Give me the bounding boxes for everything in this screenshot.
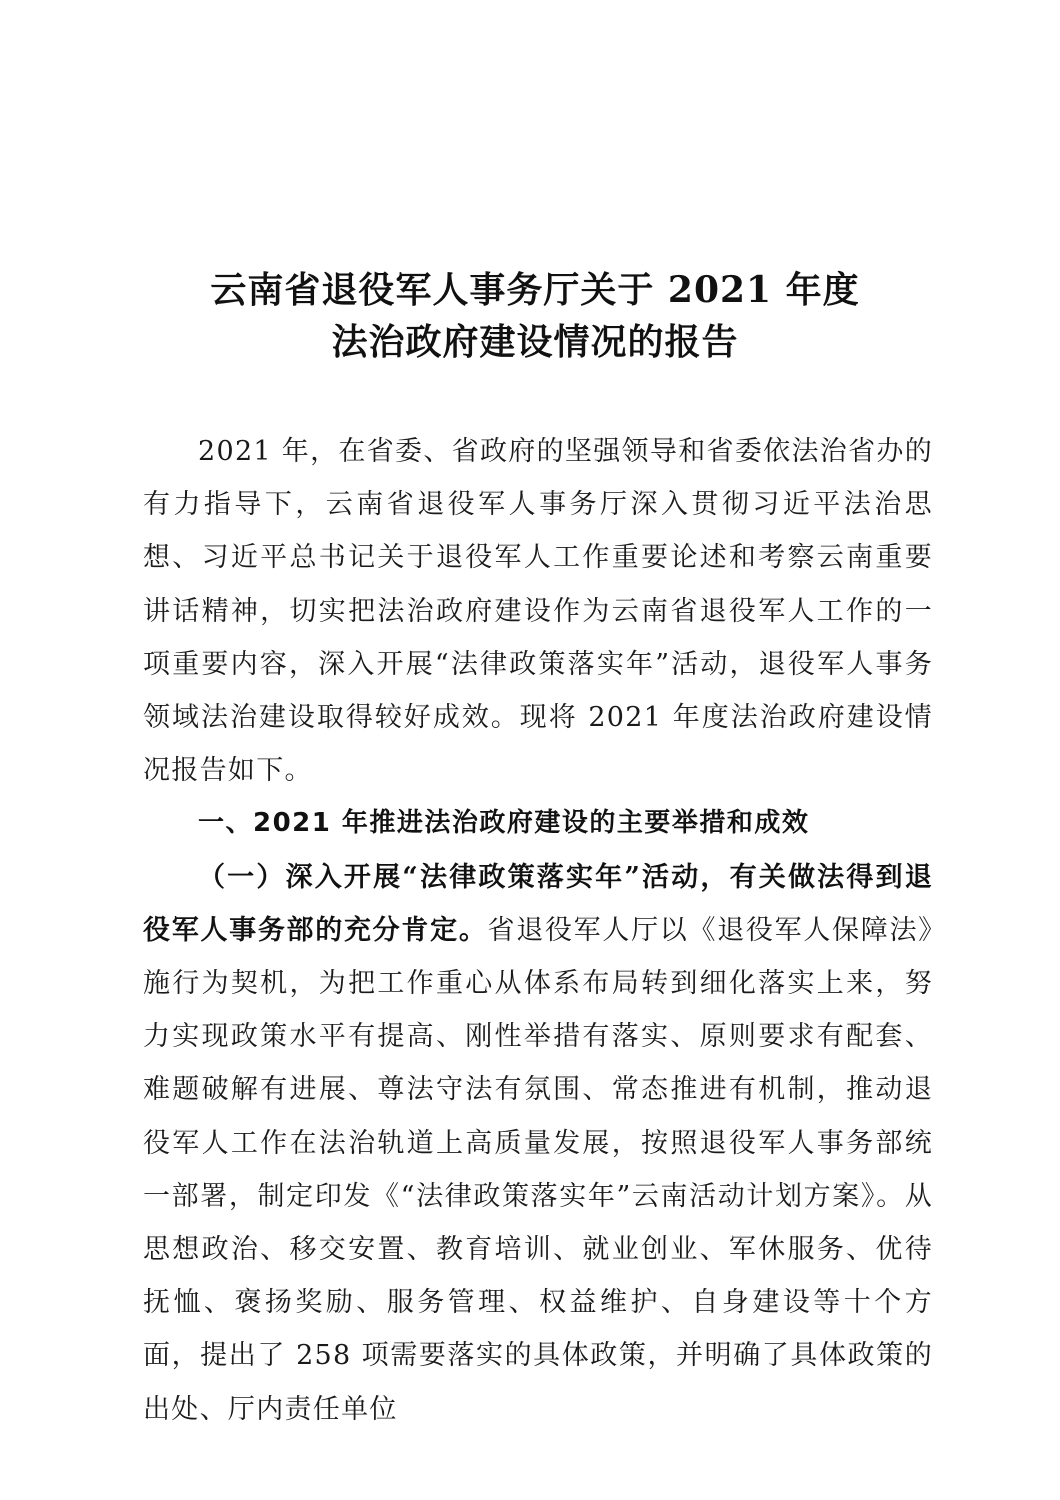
subsection-body-1: 省退役军人厅以《退役军人保障法》施行为契机，为把工作重心从体系布局转到细化落实上来，努力实现政策水平有提高、刚性举措有落实、原则要求有配套、难题破解有进展、尊法守法有氛围、常态推进有机制，推动退役军人工作在法治轨道上高质量发展，按照退役军人事务部统一部署，制定印发《“法律政策落实年”云南活动计划方案》。从思想政治、移交安置、教育培训、就业创业、军休服务、优待抚恤、褒扬奖励、服务管理、权益维护、自身建设等十个方面，提出了 258 项需要落实的具体政策，并明确了具体政策的出处、厅内责任单位	[143, 914, 933, 1425]
report-body	[143, 425, 933, 1436]
intro-paragraph: 2021 年，在省委、省政府的坚强领导和省委依法治省办的有力指导下，云南省退役军人事务厅深入贯彻习近平法治思想、习近平总书记关于退役军人工作重要论述和考察云南重要讲话精神，切实把法治政府建设作为云南省退役军人工作的一项重要内容，深入开展“法律政策落实年”活动，退役军人事务领域法治建设取得较好成效。现将 2021 年度法治政府建设情况报告如下。	[143, 436, 933, 787]
report-title-line-1: 云南省退役军人事务厅关于 2021 年度	[210, 269, 860, 311]
subsection-paragraph-1	[143, 851, 933, 1436]
report-title-line-2: 法治政府建设情况的报告	[331, 321, 739, 363]
subsection-heading-1: （一）深入开展“法律政策落实年”活动，有关做法得到退役军人事务部的充分肯定。	[143, 861, 933, 946]
section-heading-1: 一、2021 年推进法治政府建设的主要举措和成效	[198, 808, 810, 839]
